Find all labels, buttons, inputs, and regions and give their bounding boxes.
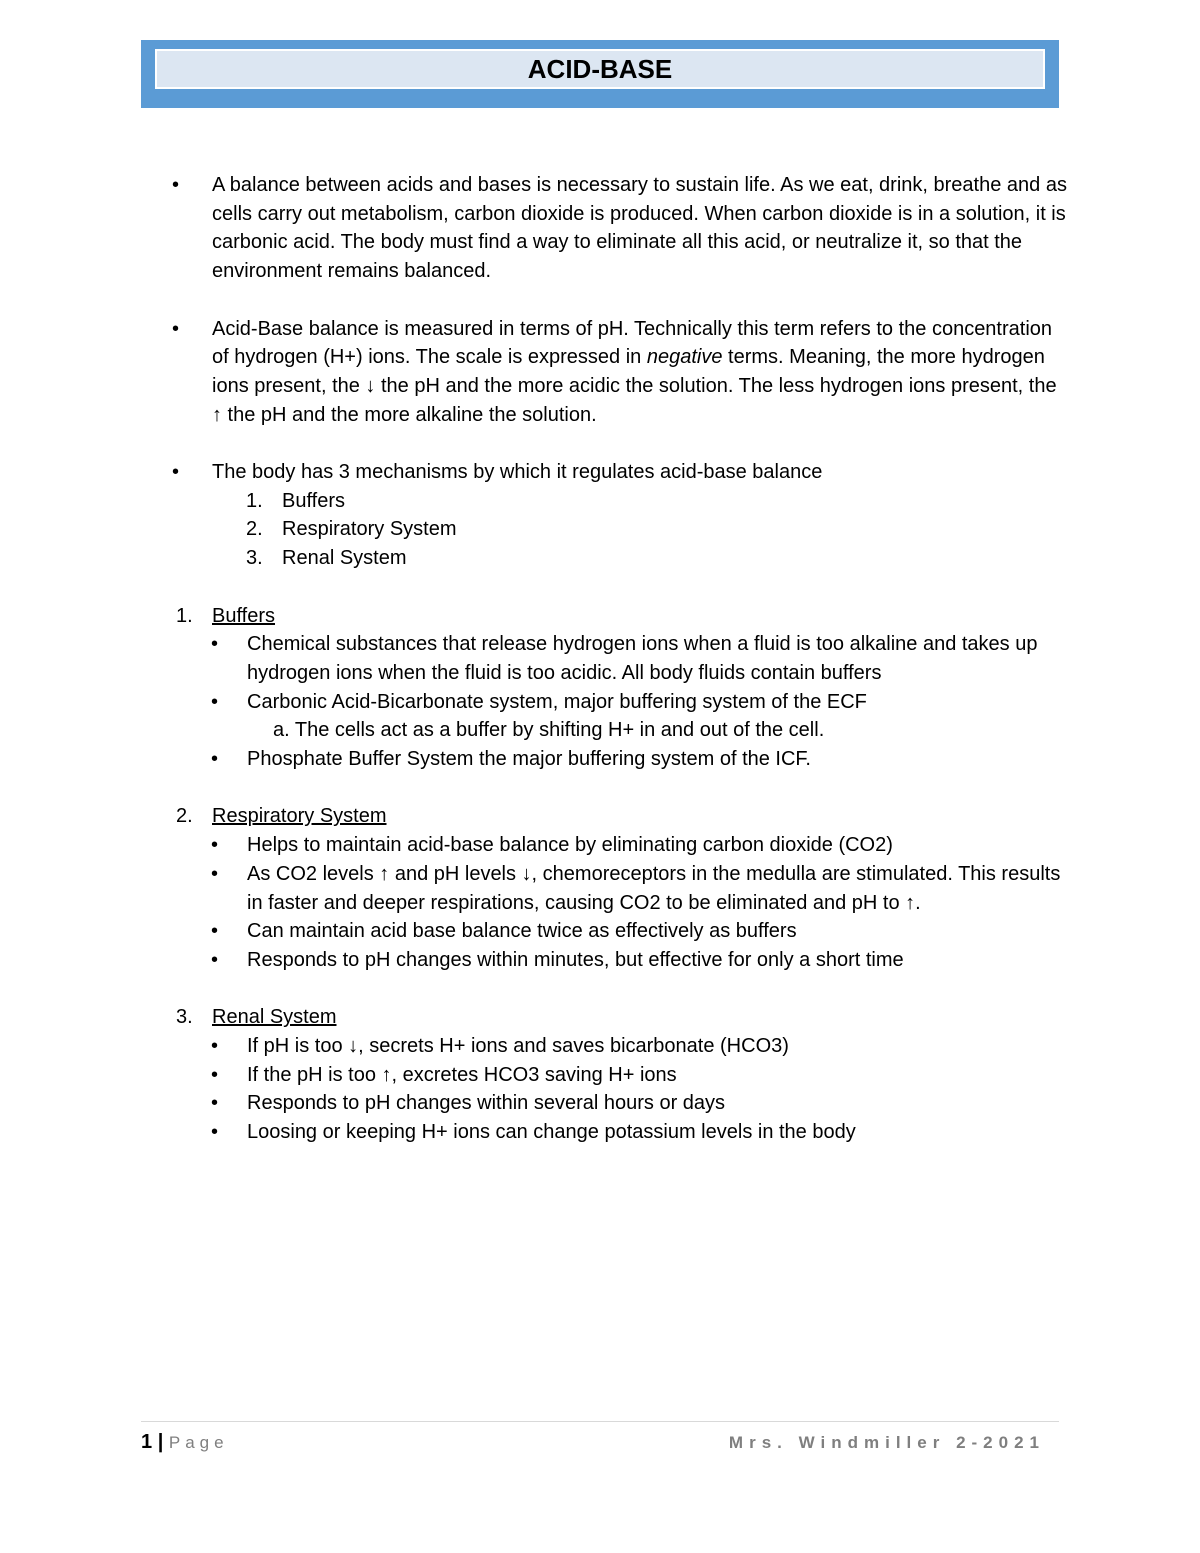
section-number: 2. [176, 805, 193, 828]
section-sub-item: a. The cells act as a buffer by shifting H+ in and out of the cell. [273, 719, 825, 742]
page-title: ACID-BASE [155, 49, 1045, 89]
section-title: Renal System [212, 1006, 337, 1029]
section-heading-renal [168, 1003, 1068, 1032]
section-title: Respiratory System [212, 805, 387, 828]
mechanism-label: Renal System [282, 547, 407, 570]
section-bullet: • If pH is too ↓, secrets H+ ions and saves bicarbonate (HCO3) [168, 1032, 1068, 1061]
intro-bullet-1: • A balance between acids and bases is necessary to sustain life. As we eat, drink, breathe and as cells carry out metabolism, carbon dioxide is produced. When carbon dioxide is in a solution, it is carbonic acid. The body must find a way to eliminate all this acid, or neutralize it, so that the environment remains balanced. [168, 171, 1068, 286]
title-banner [141, 40, 1059, 108]
section-bullet: • Chemical substances that release hydrogen ions when a fluid is too alkaline and takes up hydrogen ions when the fluid is too acidic. All body fluids contain buffers [168, 630, 1068, 687]
section-heading-buffers [168, 602, 1068, 631]
document-body [168, 171, 1068, 1147]
mechanism-number: 3. [246, 547, 263, 570]
mechanism-item [168, 515, 1068, 544]
intro-bullet-2 [168, 315, 1068, 430]
mechanism-label: Buffers [282, 489, 345, 512]
page-number: 1 [141, 1431, 153, 1453]
section-heading-respiratory [168, 802, 1068, 831]
section-bullet: • Carbonic Acid-Bicarbonate system, major buffering system of the ECF [168, 688, 1068, 717]
intro-bullet-2-emphasis: negative [646, 346, 723, 369]
section-bullet: • Responds to pH changes within several hours or days [168, 1089, 1068, 1118]
mechanism-number: 2. [246, 518, 263, 541]
section-bullet: • Responds to pH changes within minutes, but effective for only a short time [168, 946, 1068, 975]
section-bullet: • Phosphate Buffer System the major buffering system of the ICF. [168, 745, 1068, 774]
mechanism-label: Respiratory System [282, 518, 457, 541]
footer-page-indicator [141, 1430, 229, 1455]
page-word: Page [168, 1433, 229, 1452]
intro-bullet-2-text-b: terms. Meaning, the more hydrogen ions present, the ↓ the pH and the more acidic the solution. The less hydrogen ions present, the ↑ the pH and the more alkaline the solution. [212, 346, 1057, 426]
mechanism-number: 1. [246, 489, 263, 512]
footer-author: Mrs. Windmiller 2-2021 [728, 1433, 1045, 1452]
section-bullet: • Helps to maintain acid-base balance by eliminating carbon dioxide (CO2) [168, 831, 1068, 860]
section-bullet: • As CO2 levels ↑ and pH levels ↓, chemoreceptors in the medulla are stimulated. This results in faster and deeper respirations, causing CO2 to be eliminated and pH to ↑. [168, 860, 1068, 917]
section-number: 3. [176, 1006, 193, 1029]
footer-separator: | [157, 1431, 164, 1453]
section-title: Buffers [212, 604, 275, 627]
section-number: 1. [176, 604, 193, 627]
footer-divider [141, 1421, 1059, 1422]
intro-bullet-2-text-a: Acid-Base balance is measured in terms of pH. Technically this term refers to the concentration of hydrogen (H+) ions. The scale is expressed in [212, 317, 1053, 369]
intro-bullet-3: • The body has 3 mechanisms by which it regulates acid-base balance [168, 458, 1068, 487]
section-bullet: • Loosing or keeping H+ ions can change potassium levels in the body [168, 1118, 1068, 1147]
section-bullet: • If the pH is too ↑, excretes HCO3 saving H+ ions [168, 1061, 1068, 1090]
section-bullet: • Can maintain acid base balance twice as effectively as buffers [168, 917, 1068, 946]
mechanism-item [168, 544, 1068, 573]
mechanism-item [168, 487, 1068, 516]
